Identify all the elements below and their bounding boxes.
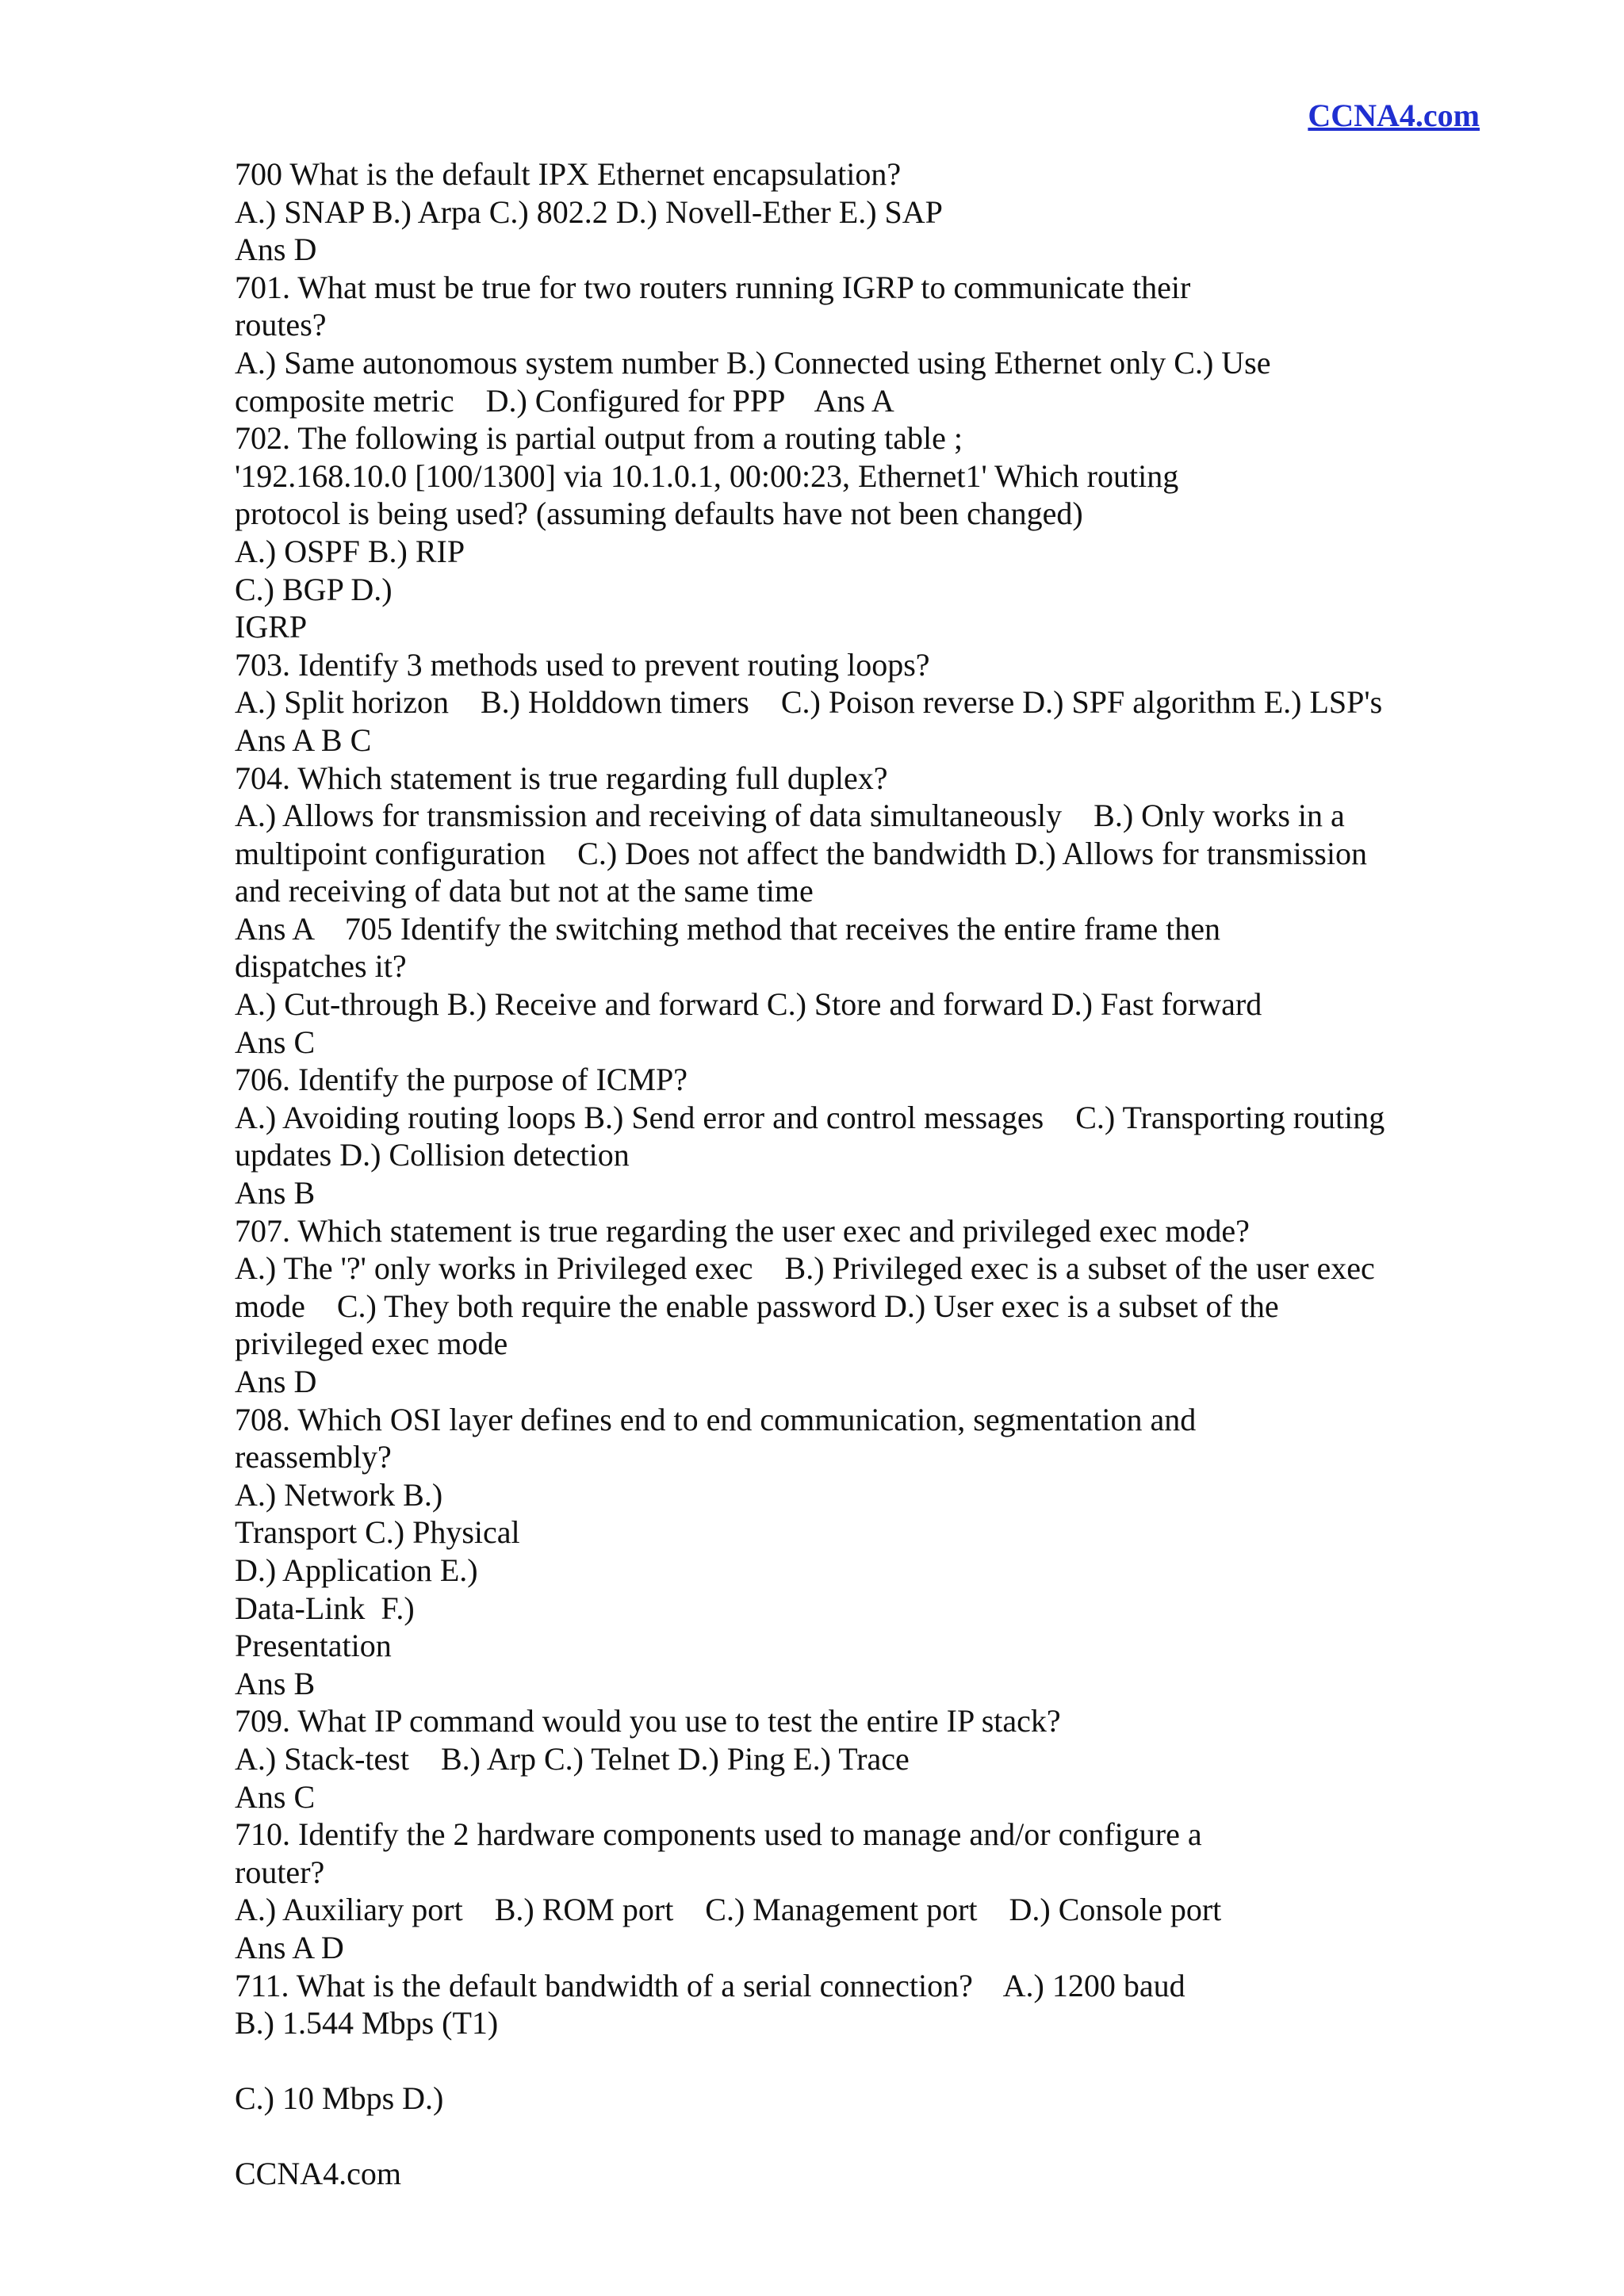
text-line: Presentation <box>235 1628 392 1664</box>
text-line: A.) Split horizon B.) Holddown timers C.) Poison reverse D.) SPF algorithm E.) LSP's <box>235 684 1383 721</box>
text-line: A.) Auxiliary port B.) ROM port C.) Management port D.) Console port <box>235 1892 1222 1928</box>
text-line: Transport C.) Physical <box>235 1514 520 1551</box>
text-line: Ans A 705 Identify the switching method that receives the entire frame then <box>235 910 1220 947</box>
text-line: reassembly? <box>235 1439 392 1475</box>
text-line: 703. Identify 3 methods used to prevent routing loops? <box>235 646 930 683</box>
text-line: A.) Stack-test B.) Arp C.) Telnet D.) Ping E.) Trace <box>235 1740 910 1777</box>
text-line: Ans A D <box>235 1929 344 1965</box>
text-line: mode C.) They both require the enable password D.) User exec is a subset of the <box>235 1288 1279 1324</box>
text-line: 700 What is the default IPX Ethernet encapsulation? <box>235 156 902 192</box>
text-line: Ans B <box>235 1175 316 1211</box>
text-line: Ans C <box>235 1024 316 1060</box>
text-line: 707. Which statement is true regarding the user exec and privileged exec mode? <box>235 1212 1250 1249</box>
text-line: router? <box>235 1854 325 1890</box>
text-line: and receiving of data but not at the same time <box>235 873 814 909</box>
text-line: 711. What is the default bandwidth of a serial connection? A.) 1200 baud <box>235 1967 1185 2003</box>
text-line: A.) The '?' only works in Privileged exec B.) Privileged exec is a subset of the user exec <box>235 1250 1375 1287</box>
text-line: A.) Cut-through B.) Receive and forward C.) Store and forward D.) Fast forward <box>235 986 1262 1023</box>
text-line: updates D.) Collision detection <box>235 1137 630 1173</box>
text-line: multipoint configuration C.) Does not affect the bandwidth D.) Allows for transmission <box>235 835 1367 871</box>
text-line: '192.168.10.0 [100/1300] via 10.1.0.1, 00:00:23, Ethernet1' Which routing <box>235 457 1179 494</box>
text-line: 709. What IP command would you use to test the entire IP stack? <box>235 1703 1061 1739</box>
text-line: Ans B <box>235 1665 316 1701</box>
text-line: 708. Which OSI layer defines end to end communication, segmentation and <box>235 1401 1197 1437</box>
text-line: 704. Which statement is true regarding full duplex? <box>235 760 888 796</box>
text-line: Ans A B C <box>235 721 372 758</box>
text-line: privileged exec mode <box>235 1326 508 1362</box>
text-line: IGRP <box>235 609 308 645</box>
text-line: 710. Identify the 2 hardware components used to manage and/or configure a <box>235 1816 1202 1853</box>
blank-line <box>235 2042 1472 2080</box>
text-line: 701. What must be true for two routers running IGRP to communicate their <box>235 269 1191 305</box>
text-line: dispatches it? <box>235 948 407 985</box>
text-line: A.) OSPF B.) RIP <box>235 533 465 569</box>
question-text <box>235 155 1472 2118</box>
text-line: C.) 10 Mbps D.) <box>235 2080 444 2117</box>
text-line: Ans C <box>235 1778 316 1815</box>
text-line: Data-Link F.) <box>235 1590 415 1626</box>
text-line: C.) BGP D.) <box>235 571 393 607</box>
text-line: A.) Network B.) <box>235 1476 443 1513</box>
text-line: B.) 1.544 Mbps (T1) <box>235 2005 499 2042</box>
page-footer: CCNA4.com <box>235 2156 401 2191</box>
text-line: A.) SNAP B.) Arpa C.) 802.2 D.) Novell-Ether E.) SAP <box>235 193 943 230</box>
text-line: Ans D <box>235 1364 317 1399</box>
text-line: A.) Avoiding routing loops B.) Send error and control messages C.) Transporting routing <box>235 1099 1385 1135</box>
text-line: protocol is being used? (assuming defaults have not been changed) <box>235 496 1083 532</box>
text-line: D.) Application E.) <box>235 1552 478 1588</box>
text-line: composite metric D.) Configured for PPP Ans A <box>235 382 894 419</box>
text-line: Ans D <box>235 232 317 268</box>
text-line: 706. Identify the purpose of ICMP? <box>235 1062 688 1098</box>
text-line: routes? <box>235 307 327 343</box>
site-link[interactable]: CCNA4.com <box>1308 98 1480 133</box>
text-line: A.) Allows for transmission and receiving of data simultaneously B.) Only works in a <box>235 798 1345 834</box>
text-line: A.) Same autonomous system number B.) Connected using Ethernet only C.) Use <box>235 344 1271 381</box>
text-line: 702. The following is partial output from a routing table ; <box>235 420 963 457</box>
